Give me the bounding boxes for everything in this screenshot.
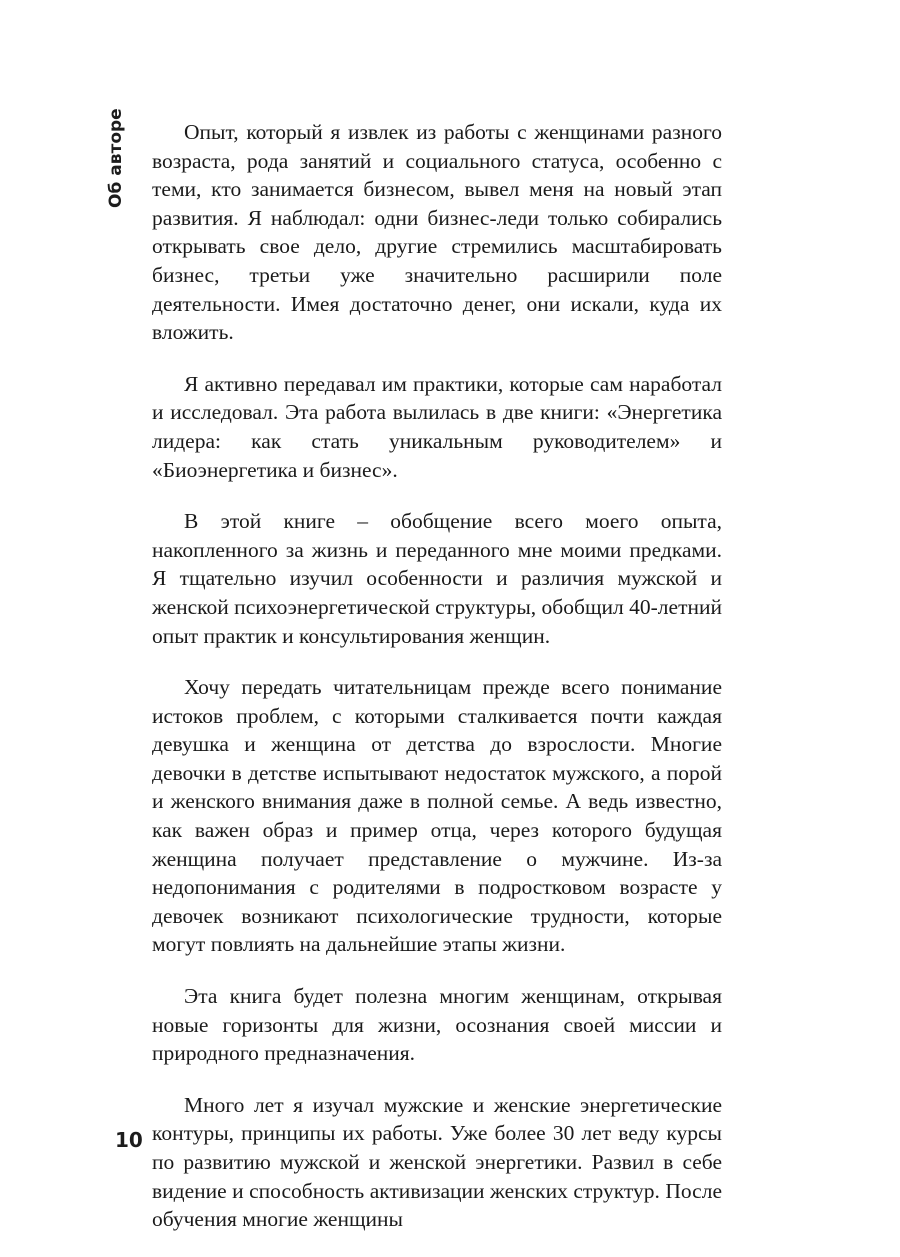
body-text — [152, 118, 722, 1257]
paragraph: Я активно передавал им практики, которые сам наработал и исследовал. Эта работа вылилась в две книги: «Энергетика лидера: как стать уникальным руководителем» и «Биоэнергетика и бизнес». — [152, 371, 722, 482]
running-header-text: Об авторе — [106, 108, 126, 208]
page-number: 10 — [115, 1128, 143, 1152]
paragraph: Хочу передать читательницам прежде всего понимание истоков проблем, с которыми сталкивается почти каждая девушка и женщина от детства до взрослости. Многие девочки в детстве испытывают недостаток мужского, а порой и женского внимания даже в полной семье. А ведь известно, как важен образ и пример отца, через которого будущая женщина получает представление о мужчине. Из-за недопонимания с родителями в подростковом возрасте у девочек возникают психологические трудности, которые могут повлиять на дальнейшие этапы жизни. — [152, 675, 722, 957]
running-header — [100, 108, 136, 318]
paragraph: Опыт, который я извлек из работы с женщинами разного возраста, рода занятий и социального статуса, особенно с теми, кто занимается бизнесом, вывел меня на новый этап развития. Я наблюдал: одни бизнес-леди только собирались открывать свое дело, другие стремились масштабировать бизнес, третьи уже значительно расширили поле деятельности. Имея достаточно денег, они искали, куда их вложить. — [152, 120, 722, 345]
paragraph: В этой книге – обобщение всего моего опыта, накопленного за жизнь и переданного мне моими предками. Я тщательно изучил особенности и различия мужской и женской психоэнергетической структуры, обобщил 40-летний опыт практик и консультирования женщин. — [152, 509, 722, 648]
paragraph: Много лет я изучал мужские и женские энергетические контуры, принципы их работы. Уже более 30 лет веду курсы по развитию мужской и женской энергетики. Развил в себе видение и способность активизации женских структур. После обучения многие женщины — [152, 1092, 722, 1232]
paragraph: Эта книга будет полезна многим женщинам, открывая новые горизонты для жизни, осознания своей миссии и природного предназначения. — [152, 984, 722, 1066]
